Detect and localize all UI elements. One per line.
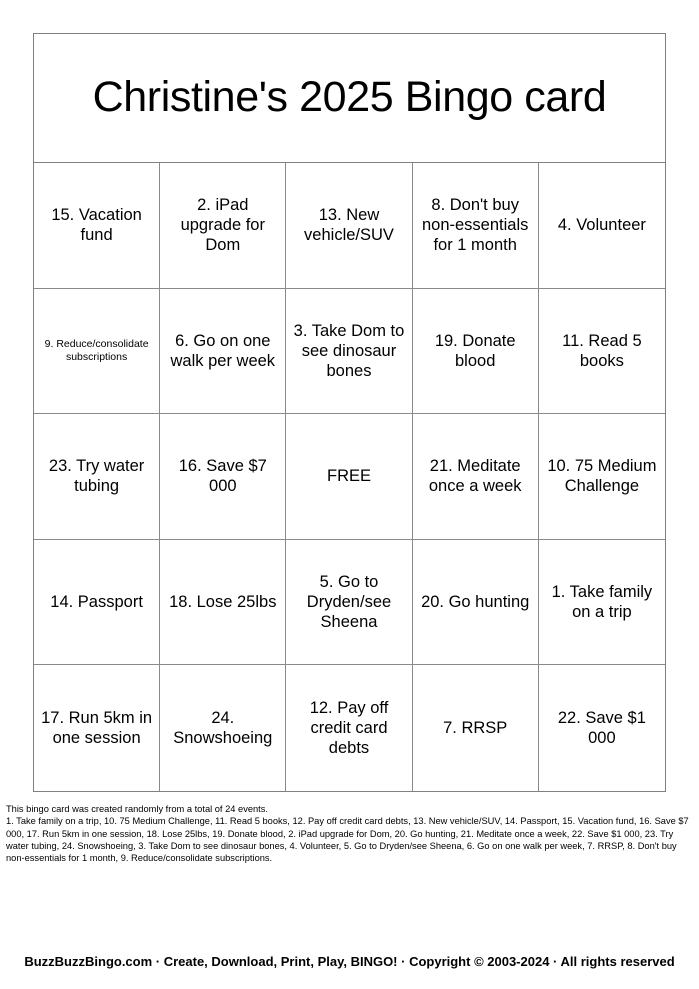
bingo-cell[interactable]: 23. Try water tubing (34, 414, 160, 540)
bingo-cell[interactable]: 18. Lose 25lbs (160, 540, 286, 666)
bingo-cell[interactable]: 16. Save $7 000 (160, 414, 286, 540)
bingo-cell[interactable]: 5. Go to Dryden/see Sheena (286, 540, 412, 666)
bingo-cell[interactable]: 10. 75 Medium Challenge (539, 414, 665, 540)
bingo-cell[interactable]: 24. Snowshoeing (160, 665, 286, 791)
bingo-cell[interactable]: 4. Volunteer (539, 163, 665, 289)
page-title: Christine's 2025 Bingo card (92, 73, 607, 122)
bingo-cell[interactable]: 1. Take family on a trip (539, 540, 665, 666)
footnote-events-list: 1. Take family on a trip, 10. 75 Medium Challenge, 11. Read 5 books, 12. Pay off credit card debts, 13. New vehicle/SUV, 14. Passport, 15. Vacation fund, 16. Save $7 000, 17. Run 5km in one session, 18. Lose 25lbs, 19. Donate blood, 2. iPad upgrade for Dom, 20. Go hunting, 21. Meditate once a week, 22. Save $1 000, 23. Try water tubing, 24. Snowshoeing, 3. Take Dom to see dinosaur bones, 4. Volunteer, 5. Go to Dryden/see Sheena, 6. Go on one walk per week, 7. RRSP, 8. Don't buy non-essentials for 1 month, 9. Reduce/consolidate subscriptions. (6, 816, 689, 864)
bingo-cell[interactable]: 13. New vehicle/SUV (286, 163, 412, 289)
bingo-cell-free[interactable]: FREE (286, 414, 412, 540)
bingo-cell[interactable]: 7. RRSP (413, 665, 539, 791)
bingo-cell[interactable]: 3. Take Dom to see dinosaur bones (286, 289, 412, 415)
bingo-cell[interactable]: 14. Passport (34, 540, 160, 666)
bingo-cell[interactable]: 9. Reduce/consolidate subscriptions (34, 289, 160, 415)
bingo-cell[interactable]: 19. Donate blood (413, 289, 539, 415)
bingo-cell[interactable]: 21. Meditate once a week (413, 414, 539, 540)
site-footer: BuzzBuzzBingo.com · Create, Download, Print, Play, BINGO! · Copyright © 2003-2024 · All rights reserved (24, 954, 675, 969)
bingo-cell[interactable]: 8. Don't buy non-essentials for 1 month (413, 163, 539, 289)
bingo-card (33, 33, 666, 792)
bingo-cell[interactable]: 22. Save $1 000 (557, 709, 646, 748)
bingo-cell[interactable]: 15. Vacation fund (34, 163, 160, 289)
bingo-cell[interactable]: 12. Pay off credit card debts (286, 665, 412, 791)
bingo-cell[interactable]: 2. iPad upgrade for Dom (160, 163, 286, 289)
footnote-intro: This bingo card was created randomly from a total of 24 events. (6, 804, 268, 814)
footnote (6, 803, 694, 865)
bingo-card-title-box (34, 34, 665, 163)
bingo-cell[interactable]: 17. Run 5km in one session (34, 665, 160, 791)
bingo-grid (34, 163, 665, 791)
bingo-cell[interactable]: 11. Read 5 books (539, 289, 665, 415)
bingo-cell[interactable]: 20. Go hunting (413, 540, 539, 666)
bingo-cell[interactable]: 6. Go on one walk per week (160, 289, 286, 415)
